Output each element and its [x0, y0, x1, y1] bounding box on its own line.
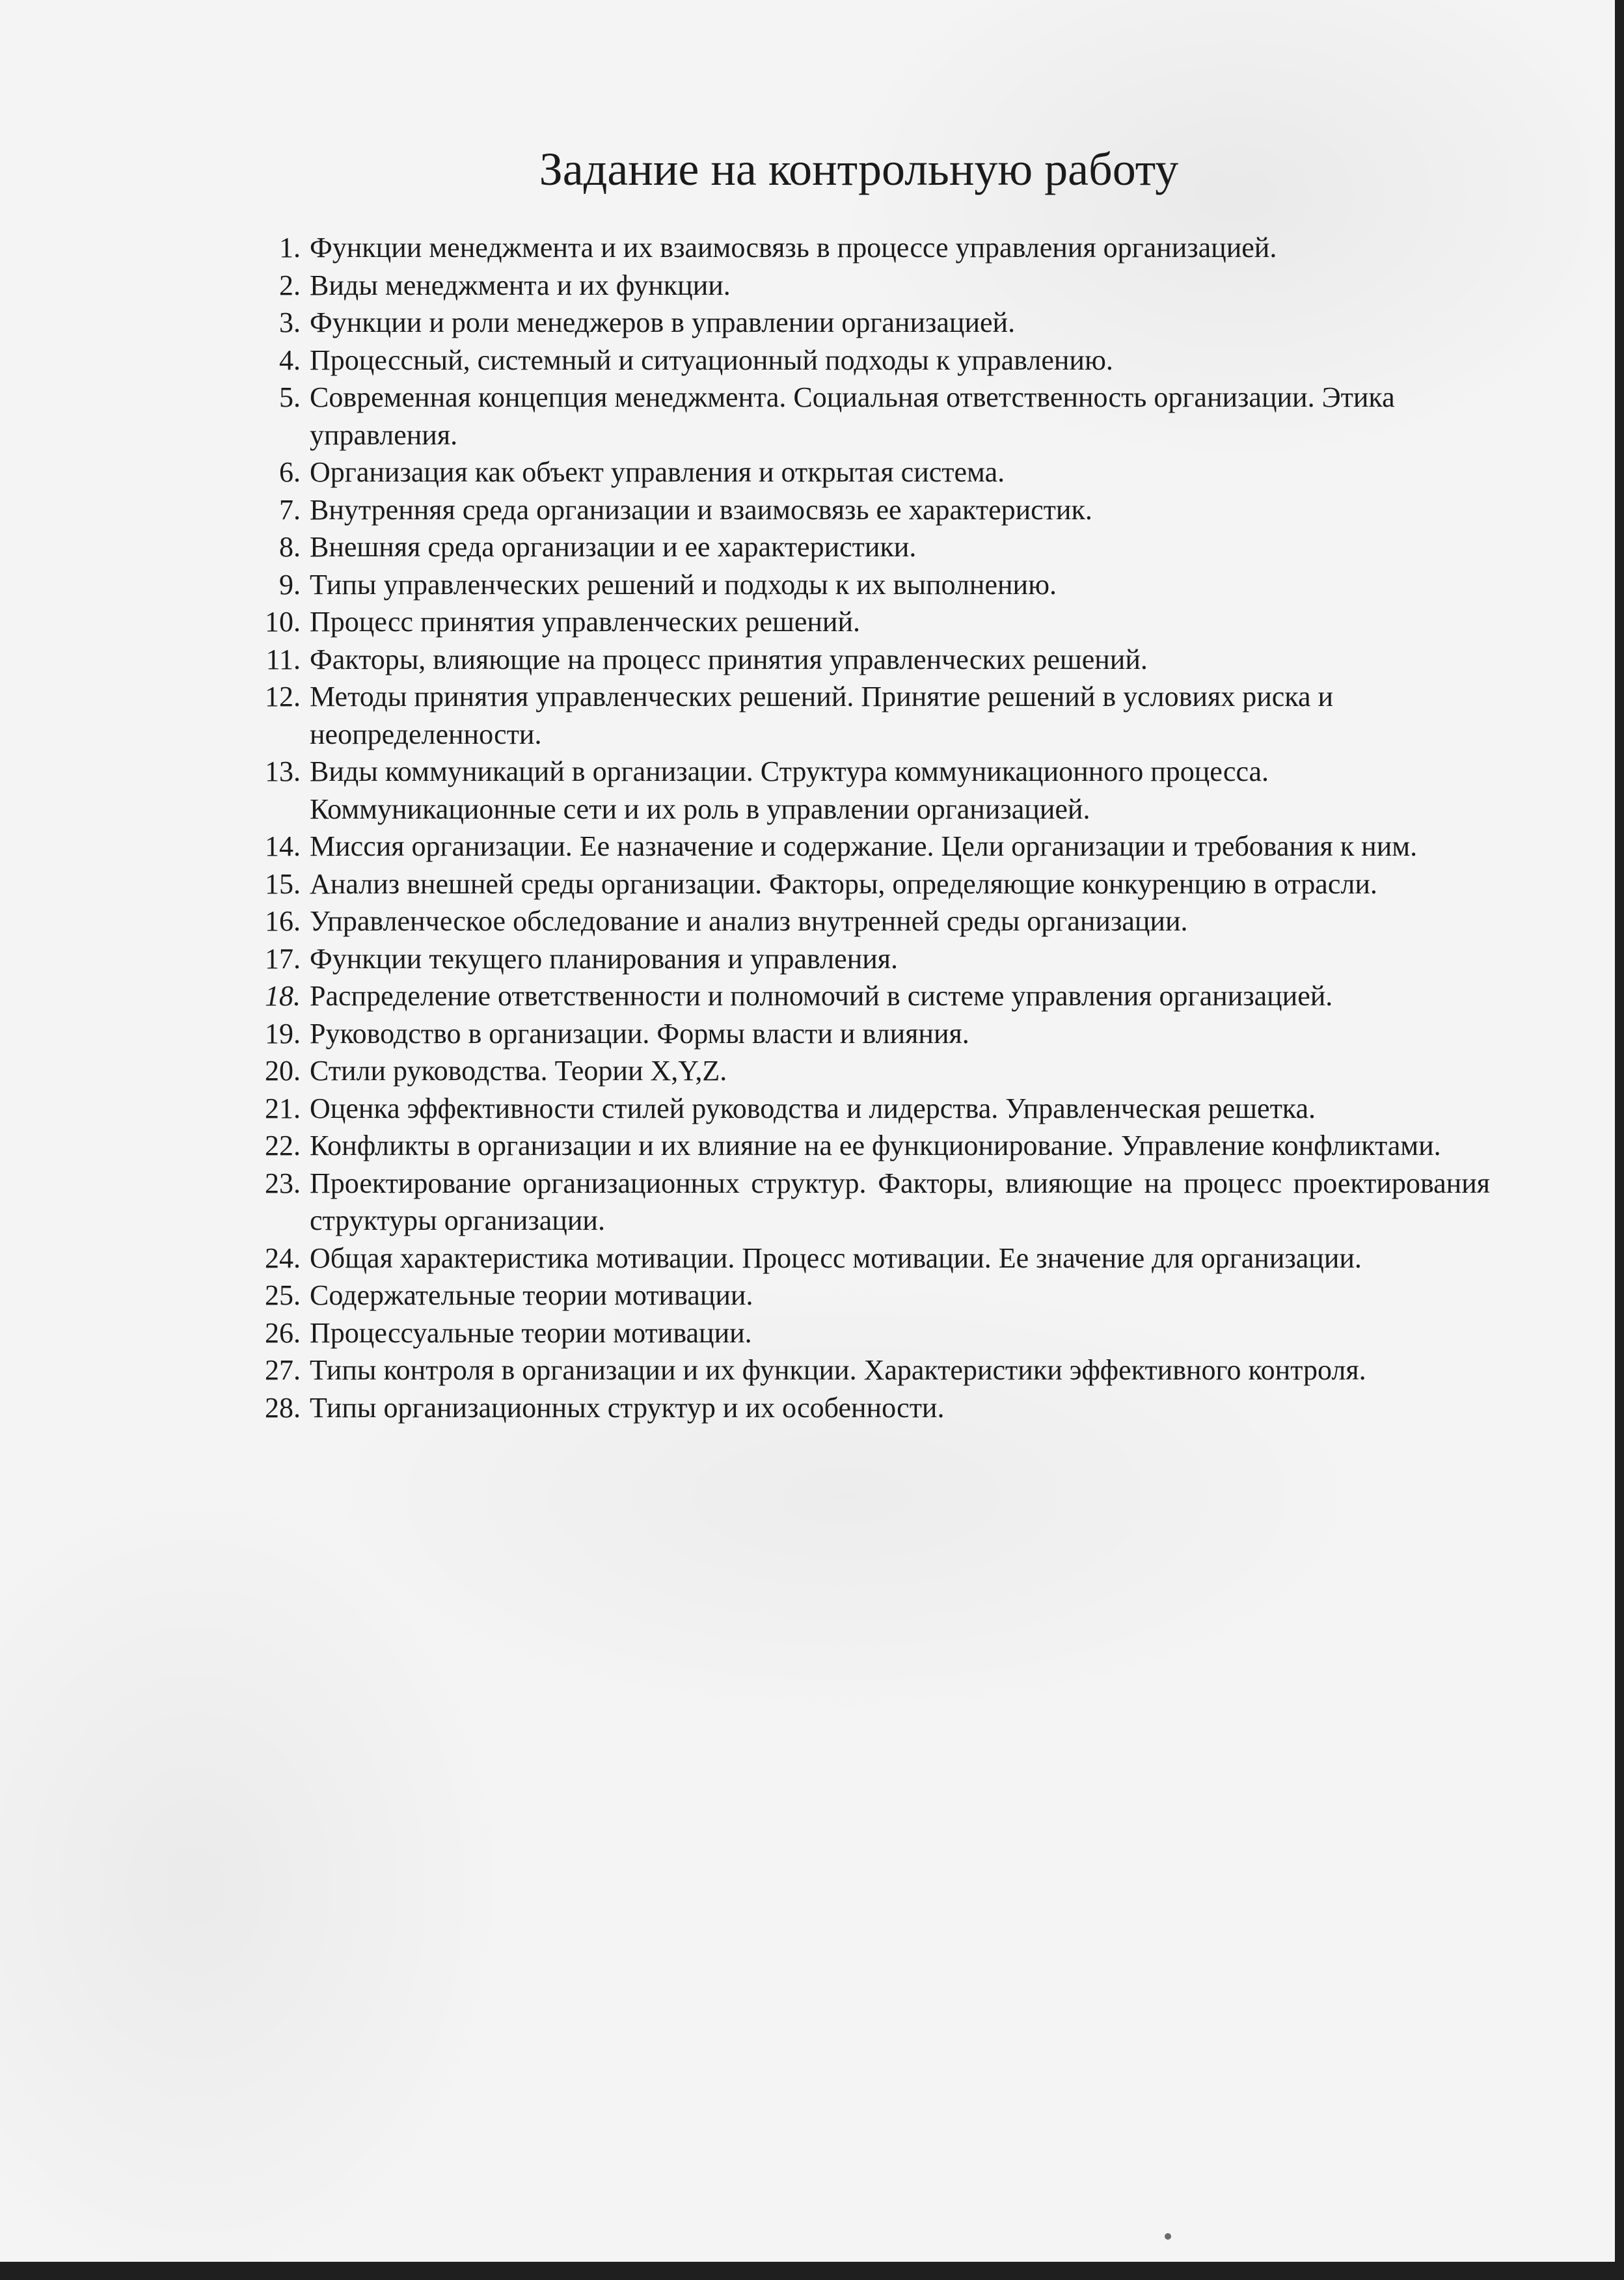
task-text: Анализ внешней среды организации. Факторы, определяющие конкуренцию в отрасли.: [310, 867, 1377, 900]
task-text: Распределение ответственности и полномочий в системе управления организацией.: [310, 980, 1333, 1012]
task-number: 23.: [265, 1167, 301, 1199]
task-text: Миссия организации. Ее назначение и содержание. Цели организации и требования к ним.: [310, 830, 1418, 862]
task-item-4: [221, 342, 1490, 379]
task-number: 5.: [279, 381, 301, 413]
document-title: Задание на контрольную работу: [539, 143, 1179, 195]
task-text: Внешняя среда организации и ее характеристики.: [310, 531, 917, 563]
task-number: 15.: [265, 867, 301, 900]
scan-border-right: [1615, 0, 1624, 2280]
task-item-21: [221, 1090, 1490, 1128]
task-number: 28.: [265, 1391, 301, 1424]
task-item-20: [221, 1052, 1490, 1090]
task-number: 3.: [279, 306, 301, 338]
task-number: 16.: [265, 905, 301, 937]
task-item-2: [221, 267, 1490, 305]
task-item-8: [221, 528, 1490, 566]
task-text: Типы контроля в организации и их функции. Характеристики эффективного контроля.: [310, 1354, 1366, 1386]
task-item-27: [221, 1351, 1490, 1389]
task-number: 10.: [265, 606, 301, 638]
task-number: 24.: [265, 1242, 301, 1274]
task-number: 6.: [279, 456, 301, 488]
task-number: 17.: [265, 942, 301, 975]
task-text: Внутренняя среда организации и взаимосвязь ее характеристик.: [310, 493, 1092, 526]
task-item-15: [221, 865, 1490, 903]
task-number: 9.: [279, 568, 301, 601]
paper-speck: [1165, 2233, 1171, 2240]
task-item-13: [221, 753, 1490, 828]
task-item-19: [221, 1015, 1490, 1053]
task-number: 26.: [265, 1316, 301, 1349]
task-item-26: [221, 1314, 1490, 1352]
task-number: 2.: [279, 269, 301, 301]
task-number: 13.: [265, 755, 301, 787]
task-item-14: [221, 828, 1490, 865]
task-number: 21.: [265, 1092, 301, 1124]
task-number: 12.: [265, 681, 301, 712]
task-number: 25.: [265, 1279, 301, 1311]
task-text: Факторы, влияющие на процесс принятия управленческих решений.: [310, 643, 1148, 675]
task-number: 27.: [265, 1354, 301, 1386]
task-item-18: [221, 977, 1490, 1015]
task-number: 8.: [279, 531, 301, 563]
task-item-6: [221, 454, 1490, 491]
task-number: 7.: [279, 493, 301, 526]
task-text: Оценка эффективности стилей руководства и лидерства. Управленческая решетка.: [310, 1092, 1316, 1124]
task-text: Виды менеджмента и их функции.: [310, 269, 731, 301]
task-text: Содержательные теории мотивации.: [310, 1279, 753, 1311]
task-number: 11.: [265, 643, 301, 675]
task-number: 22.: [265, 1130, 301, 1161]
task-text: Функции и роли менеджеров в управлении организацией.: [310, 306, 1016, 338]
task-number: 1.: [279, 232, 301, 264]
task-item-11: [221, 641, 1490, 679]
task-text: Процесс принятия управленческих решений.: [310, 606, 860, 638]
task-number: 19.: [265, 1017, 301, 1050]
task-item-7: [221, 491, 1490, 529]
task-number: 4.: [279, 344, 301, 376]
task-item-3: [221, 304, 1490, 342]
task-item-25: [221, 1277, 1490, 1314]
task-text: Функции менеджмента и их взаимосвязь в процессе управления организацией.: [310, 232, 1277, 264]
task-item-16: [221, 903, 1490, 940]
task-number: 14.: [265, 830, 301, 862]
task-text: Типы организационных структур и их особенности.: [310, 1391, 945, 1424]
task-list: [221, 229, 1490, 1426]
task-text: Методы принятия управленческих решений. Принятие решений в условиях риска и неопределенности.: [310, 681, 1334, 750]
task-number: 18.: [265, 980, 301, 1012]
task-item-1: [221, 229, 1490, 267]
task-item-22: [221, 1127, 1490, 1165]
task-text: Руководство в организации. Формы власти и влияния.: [310, 1017, 969, 1050]
task-text: Стили руководства. Теории X,Y,Z.: [310, 1055, 727, 1087]
task-item-5: [221, 379, 1490, 454]
task-item-9: [221, 566, 1490, 604]
task-number: 20.: [265, 1055, 301, 1087]
task-item-23: [221, 1165, 1490, 1240]
task-text: Проектирование организационных структур. Факторы, влияющие на процесс проектирования структуры организации.: [310, 1167, 1490, 1236]
scan-border-bottom: [0, 2262, 1624, 2280]
task-text: Организация как объект управления и открытая система.: [310, 456, 1005, 488]
task-text: Общая характеристика мотивации. Процесс мотивации. Ее значение для организации.: [310, 1242, 1362, 1274]
task-item-17: [221, 940, 1490, 978]
task-item-24: [221, 1240, 1490, 1277]
task-text: Современная концепция менеджмента. Социальная ответственность организации. Этика управления.: [310, 381, 1395, 451]
task-text: Типы управленческих решений и подходы к их выполнению.: [310, 568, 1057, 601]
task-text: Функции текущего планирования и управления.: [310, 942, 899, 975]
task-item-10: [221, 603, 1490, 641]
task-text: Процессный, системный и ситуационный подходы к управлению.: [310, 344, 1113, 376]
task-text: Виды коммуникаций в организации. Структура коммуникационного процесса. Коммуникационные сети и их роль в управлении организацией.: [310, 755, 1269, 825]
task-item-12: [221, 678, 1490, 753]
task-item-28: [221, 1389, 1490, 1427]
task-text: Конфликты в организации и их влияние на ее функционирование. Управление конфликтами.: [310, 1130, 1441, 1161]
task-text: Управленческое обследование и анализ внутренней среды организации.: [310, 905, 1188, 937]
task-text: Процессуальные теории мотивации.: [310, 1316, 752, 1349]
